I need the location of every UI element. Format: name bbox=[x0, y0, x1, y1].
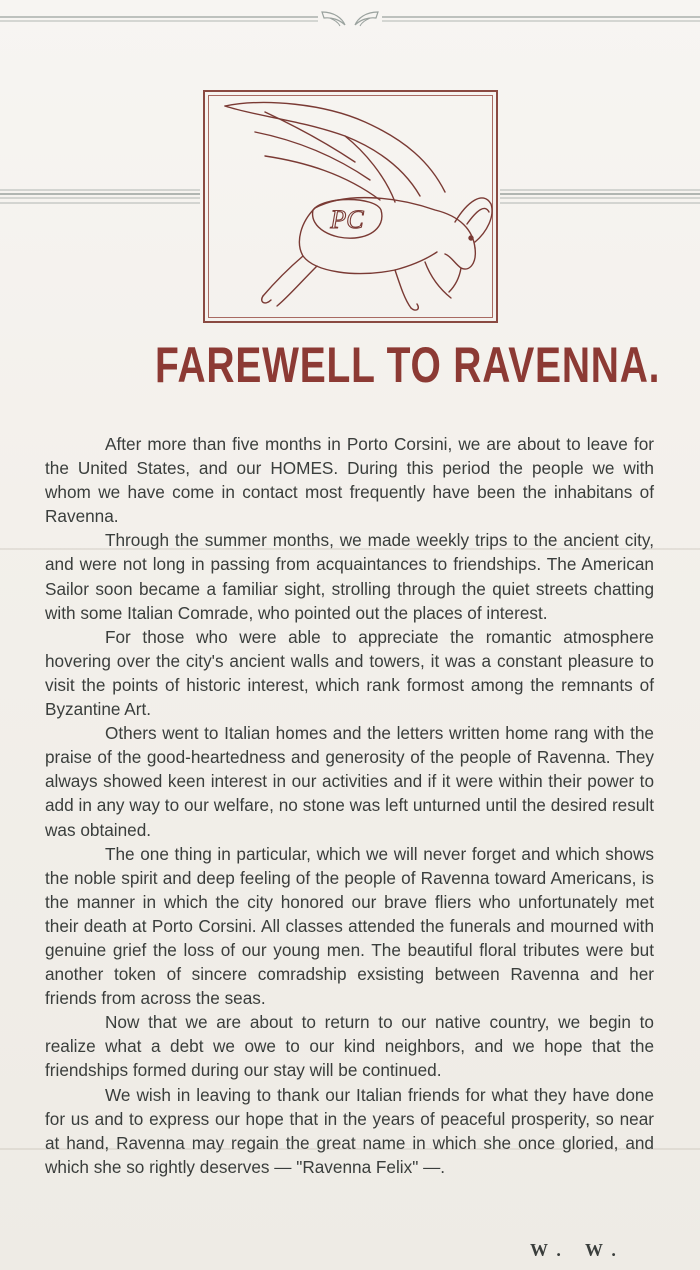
paragraph: Now that we are about to return to our native country, we begin to realize what a debt we owe to our kind neighbors, and we hope that the friendships formed during our stay will be continued. bbox=[45, 1012, 654, 1081]
paragraph: Through the summer months, we made weekly trips to the ancient city, and were not long in passing from acquaintances to friendships. The American Sailor soon became a familiar sight, strolling through the quiet streets chatting with some Italian Comrade, who pointed out the places of interest. bbox=[45, 530, 654, 623]
paragraph: The one thing in particular, which we will never forget and which shows the noble spirit and deep feeling of the people of Ravenna toward Americans, is the manner in which the city honored our brave fliers who unfortunately met their death at Porto Corsini. All classes attended the funerals and mourned with genuine grief the loss of our young men. The beautiful floral tributes were but another token of sincere comradship exsisting between Ravenna and her friends from across the seas. bbox=[45, 843, 654, 1009]
winged-goat-emblem-icon bbox=[205, 92, 496, 321]
paragraph: We wish in leaving to thank our Italian friends for what they have done for us and to express our hope that in the years of peaceful prosperity, so near at hand, Ravenna may regain the great name in which she once gloried, and which she so rightly deserves — "Ravenna Felix" —. bbox=[45, 1084, 654, 1177]
left-rule-decoration bbox=[0, 186, 200, 210]
paragraph: For those who were able to appreciate the romantic atmosphere hovering over the city's ancient walls and towers, it was a constant pleasure to visit the points of historic interest, which rank formost among the remnants of Byzantine Art. bbox=[45, 626, 654, 720]
emblem-monogram: PC bbox=[330, 205, 364, 234]
paragraph: Others went to Italian homes and the letters written home rang with the praise of the good-heartedness and generosity of the people of Ravenna. They always showed keen interest in our activities and if it were within their power to add in any way to our welfare, no stone was left unturned until the desired result was obtained. bbox=[45, 723, 654, 840]
signature: W. W. bbox=[530, 1240, 626, 1260]
right-rule-decoration bbox=[500, 186, 700, 210]
page-title: FAREWELL TO RAVENNA. bbox=[155, 337, 661, 393]
letter-body bbox=[45, 432, 654, 1179]
emblem-frame bbox=[203, 90, 498, 323]
paragraph: After more than five months in Porto Corsini, we are about to leave for the United States, and our HOMES. During this period the people we with whom we have come in contact most frequently have been the inhabitans of Ravenna. bbox=[45, 434, 654, 527]
top-ornament-icon bbox=[0, 8, 700, 30]
